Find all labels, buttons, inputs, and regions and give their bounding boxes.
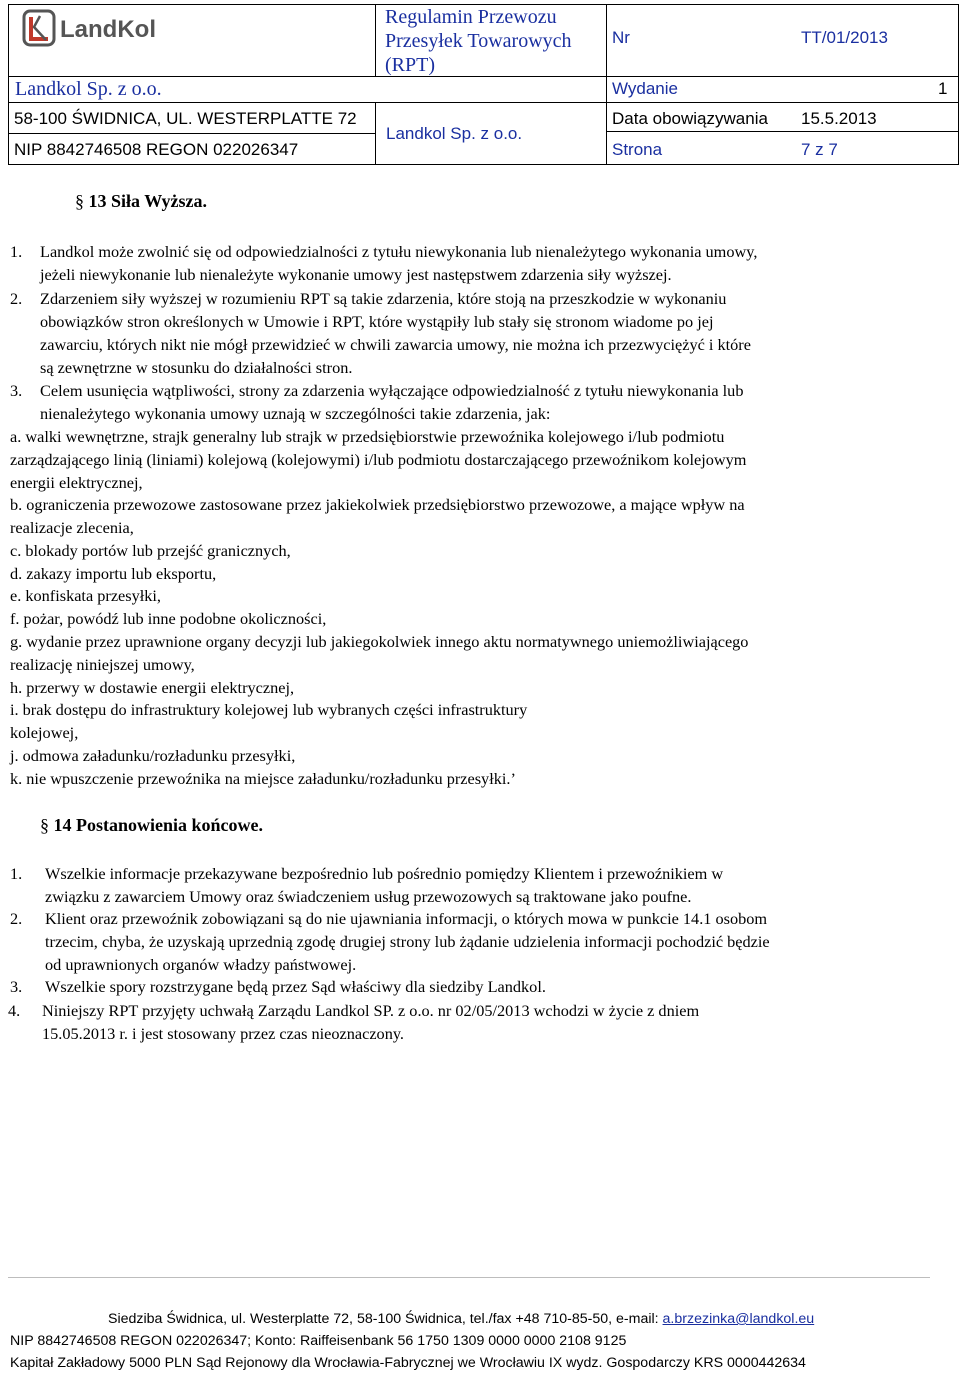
center-company-name: Landkol Sp. z o.o.: [386, 124, 523, 143]
list-item: f. pożar, powódź lub inne podobne okoliczności,: [10, 609, 327, 628]
list-item: k. nie wpuszczenie przewoźnika na miejsce załadunku/rozładunku przesyłki.’: [10, 769, 516, 788]
list-item: kolejowej,: [10, 723, 79, 742]
wydanie-label: Wydanie: [612, 79, 678, 98]
list-item: g. wydanie przez uprawnione organy decyzji lub jakiegokolwiek innego aktu normatywnego uniemożliwiającego: [10, 632, 749, 651]
wydanie-value: 1: [938, 79, 948, 98]
list-item: i. brak dostępu do infrastruktury kolejowej lub wybranych części infrastruktury: [10, 700, 528, 719]
s14-p4-line: Niniejszy RPT przyjęty uchwałą Zarządu Landkol SP. z o.o. nr 02/05/2013 wchodzi w życie z dniem: [42, 1001, 700, 1020]
section-sign-icon: §: [40, 815, 49, 835]
landkol-logo: [22, 7, 162, 49]
list-item: zarządzającego linią (liniami) kolejową (kolejowymi) i/lub podmiotu dostarczającego przewoźnikom kolejowym: [10, 450, 747, 469]
footer-divider: [8, 1277, 930, 1278]
s13-p2-number: 2.: [10, 289, 23, 308]
data-label: Data obowiązywania: [612, 109, 768, 128]
company-address: 58-100 ŚWIDNICA, UL. WESTERPLATTE 72: [14, 109, 357, 128]
s14-p2-line: trzecim, chyba, że uzyskają uprzednią zgodę drugiej strony lub żądanie udzielenia informacji pochodzić będzie: [45, 932, 770, 951]
s14-p2-line: Klient oraz przewoźnik zobowiązani są do nie ujawniania informacji, o których mowa w punkcie 14.1 osobom: [45, 909, 768, 928]
list-item: a. walki wewnętrzne, strajk generalny lub strajk w przedsiębiorstwie przewoźnika kolejowego i/lub podmiotu: [10, 427, 725, 446]
list-item: c. blokady portów lub przejść granicznych,: [10, 541, 291, 560]
footer-nip-account: NIP 8842746508 REGON 022026347; Konto: Raiffeisenbank 56 1750 1309 0000 0000 2108 9125: [10, 1333, 627, 1349]
footer-address: Siedziba Świdnica, ul. Westerplatte 72, 58-100 Świdnica, tel./fax +48 710-85-50, e-mail: a.brzezinka@landkol.eu: [108, 1311, 815, 1327]
list-item: realizację niniejszej umowy,: [10, 655, 195, 674]
s13-p3-line: nienależytego wykonania umowy uznają w szczególności takie zdarzenia, jak:: [40, 404, 551, 423]
s14-p1-line: Wszelkie informacje przekazywane bezpośrednio lub pośrednio pomiędzy Klientem i przewoźnikiem w: [45, 864, 724, 883]
s13-p2-line: zawarciu, których nikt nie mógł przewidzieć w chwili zawarcia umowy, nie można ich przezwyciężyć i które: [40, 335, 751, 354]
s13-p3-line: Celem usunięcia wątpliwości, strony za zdarzenia wyłączające odpowiedzialność z tytułu niewykonania lub: [40, 381, 744, 400]
s13-p1-number: 1.: [10, 242, 23, 261]
section-sign-icon: §: [75, 191, 84, 211]
list-item: j. odmowa załadunku/rozładunku przesyłki,: [10, 746, 296, 765]
s14-p2-line: od uprawnionych organów władzy państwowej.: [45, 955, 357, 974]
s13-p2-line: Zdarzeniem siły wyższej w rozumieniu RPT są takie zdarzenia, które stoją na przeszkodzie w wykonaniu: [40, 289, 727, 308]
strona-label: Strona: [612, 140, 663, 159]
s14-p3-line: Wszelkie spory rozstrzygane będą przez Sąd właściwy dla siedziby Landkol.: [45, 977, 546, 996]
company-name: Landkol Sp. z o.o.: [15, 78, 162, 100]
nr-label: Nr: [612, 28, 630, 47]
nip-regon: NIP 8842746508 REGON 022026347: [14, 140, 299, 159]
list-item: h. przerwy w dostawie energii elektrycznej,: [10, 678, 295, 697]
data-value: 15.5.2013: [801, 109, 877, 128]
nr-value: TT/01/2013: [801, 28, 888, 47]
list-item: d. zakazy importu lub eksportu,: [10, 564, 217, 583]
s14-p2-number: 2.: [10, 909, 23, 928]
s14-p4-line: 15.05.2013 r. i jest stosowany przez czas nieoznaczony.: [42, 1024, 404, 1043]
s14-p1-line: związku z zawarciem Umowy oraz świadczeniem usług przewozowych są traktowane jako poufne.: [45, 887, 692, 906]
logo-wordmark: LandKol: [60, 16, 156, 43]
s14-p1-number: 1.: [10, 864, 23, 883]
s14-p3-number: 3.: [10, 977, 23, 996]
list-item: energii elektrycznej,: [10, 473, 143, 492]
list-item: realizacje zlecenia,: [10, 518, 134, 537]
s13-p1-line: jeżeli niewykonanie lub nienależyte wykonanie umowy jest następstwem zdarzenia siły wyższej.: [40, 265, 672, 284]
list-item: e. konfiskata przesyłki,: [10, 586, 162, 605]
s13-p1-line: Landkol może zwolnić się od odpowiedzialności z tytułu niewykonania lub nienależytego wykonania umowy,: [40, 242, 758, 261]
document-title: Regulamin Przewozu Przesyłek Towarowych (RPT): [385, 6, 572, 76]
s13-p2-line: obowiązków stron określonych w Umowie i RPT, które wystąpiły lub stały się stronom wiadome po jej: [40, 312, 714, 331]
s13-p3-number: 3.: [10, 381, 23, 400]
s13-p2-line: są zewnętrzne w stosunku do działalności stron.: [40, 358, 353, 377]
strona-value: 7 z 7: [801, 140, 838, 159]
section-13-title: § 13 Siła Wyższa.: [75, 191, 208, 211]
list-item: b. ograniczenia przewozowe zastosowane przez jakiekolwiek przedsiębiorstwo przewozowe, a mające wpływ na: [10, 495, 745, 514]
s14-p4-number: 4.: [8, 1001, 21, 1020]
section-14-title: § 14 Postanowienia końcowe.: [40, 815, 264, 835]
footer-registry: Kapitał Zakładowy 5000 PLN Sąd Rejonowy dla Wrocławia-Fabrycznej we Wrocławiu IX wydz. Gospodarczy KRS 0000442634: [10, 1355, 806, 1371]
footer-email-link[interactable]: a.brzezinka@landkol.eu: [662, 1311, 815, 1327]
